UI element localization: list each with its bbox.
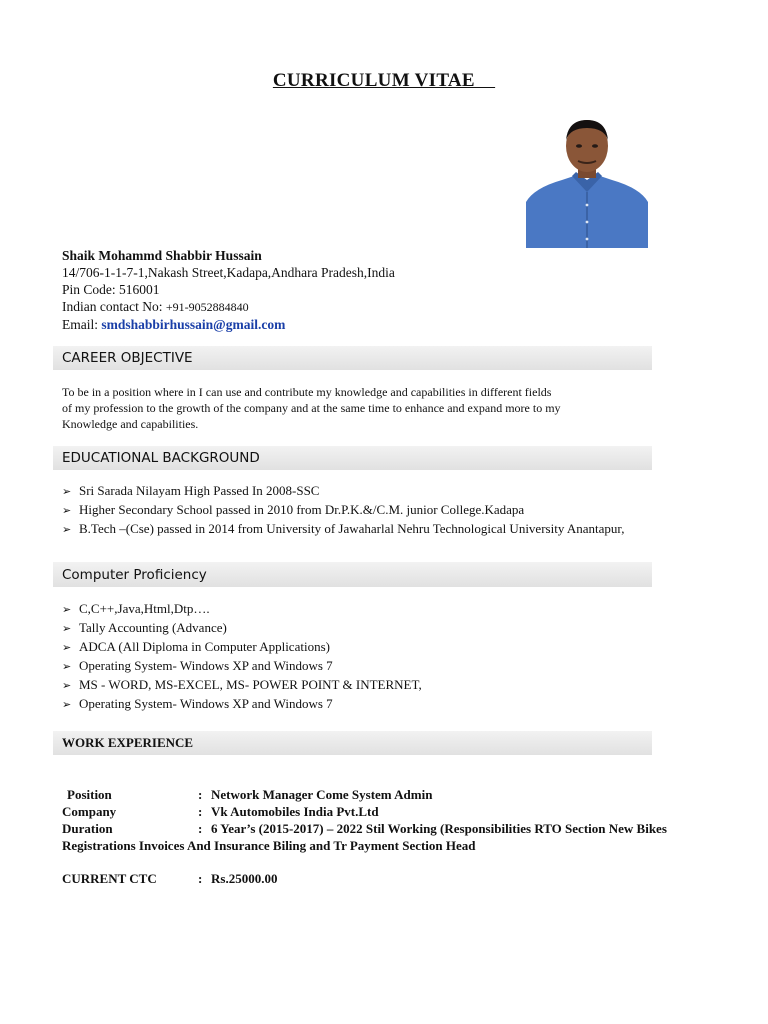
ctc-value: Rs.25000.00 [211,871,278,886]
list-item: ➢ Higher Secondary School passed in 2010 from Dr.P.K.&/C.M. junior College.Kadapa [62,501,722,520]
work-row-position [62,786,722,803]
duration-label: Duration [62,821,113,836]
candidate-name: Shaik Mohammd Shabbir Hussain [62,248,262,263]
position-value: Network Manager Come System Admin [211,787,433,802]
arrow-bullet-icon: ➢ [62,486,72,498]
colon: : [198,804,203,819]
section-work-experience: WORK EXPERIENCE [53,731,652,755]
arrow-bullet-icon: ➢ [62,623,72,635]
email-line [62,316,702,333]
arrow-bullet-icon: ➢ [62,699,72,711]
colon: : [198,871,203,886]
phone-number: +91-9052884840 [165,300,249,314]
computer-skills-list [62,600,722,714]
list-item: ➢ ADCA (All Diploma in Computer Applications) [62,638,722,657]
work-experience-block [62,786,722,854]
career-objective-text [62,384,662,432]
work-row-company [62,803,722,820]
list-item: ➢ Sri Sarada Nilayam High Passed In 2008-SSC [62,482,722,501]
company-label: Company [62,804,117,819]
company-value: Vk Automobiles India Pvt.Ltd [211,804,379,819]
arrow-bullet-icon: ➢ [62,505,72,517]
arrow-bullet-icon: ➢ [62,661,72,673]
arrow-bullet-icon: ➢ [62,642,72,654]
email-label: Email: [62,317,102,332]
email-link[interactable]: smdshabbirhussain@gmail.com [101,317,286,332]
list-item: ➢ C,C++,Java,Html,Dtp…. [62,600,722,619]
colon: : [198,821,203,836]
position-label: Position [67,787,112,802]
career-line: To be in a position where in I can use and contribute my knowledge and capabilities in different fields [62,385,552,399]
list-item: ➢ Operating System- Windows XP and Windows 7 [62,657,722,676]
career-line: of my profession to the growth of the company and at the same time to enhance and expand more to my [62,401,561,415]
career-line: Knowledge and capabilities. [62,417,199,431]
contact-block [62,247,702,333]
profile-photo [526,110,648,248]
arrow-bullet-icon: ➢ [62,524,72,536]
section-computer-proficiency: Computer Proficiency [53,562,652,587]
address-line: 14/706-1-1-7-1,Nakash Street,Kadapa,Andhara Pradesh,India [62,265,395,280]
duration-continued: Registrations Invoices And Insurance Biling and Tr Payment Section Head [62,838,476,853]
list-item: ➢ MS - WORD, MS-EXCEL, MS- POWER POINT & INTERNET, [62,676,722,695]
education-list [62,482,722,539]
list-item: ➢ Tally Accounting (Advance) [62,619,722,638]
arrow-bullet-icon: ➢ [62,680,72,692]
work-row-duration [62,820,722,837]
colon: : [198,787,203,802]
list-item: ➢ B.Tech –(Cse) passed in 2014 from University of Jawaharlal Nehru Technological University Anantapur, [62,520,722,539]
document-title: CURRICULUM VITAE [272,70,496,91]
list-item: ➢ Operating System- Windows XP and Windows 7 [62,695,722,714]
section-educational-background: EDUCATIONAL BACKGROUND [53,446,652,470]
arrow-bullet-icon: ➢ [62,604,72,616]
phone-line [62,298,702,316]
current-ctc [62,871,462,888]
ctc-label: CURRENT CTC [62,871,157,886]
duration-value: 6 Year’s (2015-2017) – 2022 Stil Working (Responsibilities RTO Section New Bikes [211,821,667,836]
section-career-objective: CAREER OBJECTIVE [53,346,652,370]
phone-label: Indian contact No: [62,299,166,314]
pin-code: Pin Code: 516001 [62,282,160,297]
